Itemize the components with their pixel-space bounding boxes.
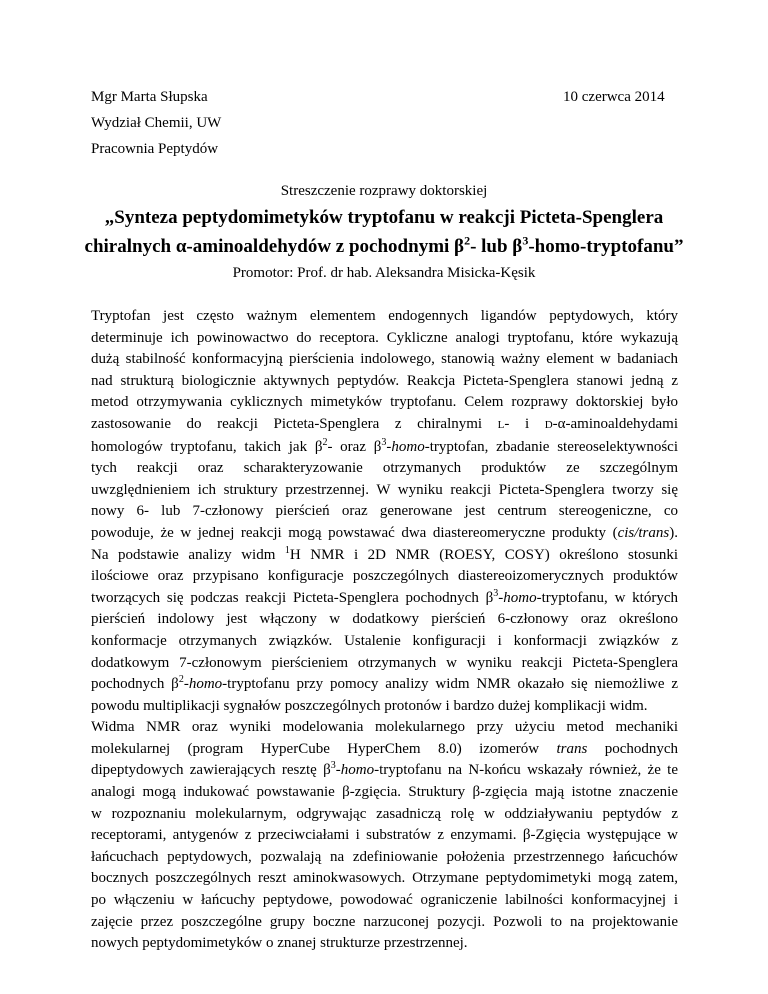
abstract-line: bocznych poszczególnych reszt aminokwasowych. Otrzymane peptydomimetyki mogą zatem, (91, 870, 678, 887)
superscript: 1 (284, 544, 290, 556)
abstract-text: -tryptofanu na N-końcu wskazały również, że te (374, 762, 678, 779)
abstract-text: homologów tryptofanu, takich jak β (91, 438, 323, 455)
abstract-line: po włączeniu w łańcuchy peptydowe, powodować ograniczenie labilności konformacyjnej i (91, 892, 678, 909)
abstract-text: molekularnej (program HyperCube HyperChem 8.0) izomerów (91, 740, 540, 757)
superscript: 3 (330, 760, 336, 772)
abstract-line: dodatkowym 7-członowym pierścieniem otrzymanych w wyniku reakcji Picteta-Spenglera (91, 654, 678, 671)
title-text-c: -homo-tryptofanu” (528, 236, 684, 257)
title-text-b: - lub β (470, 236, 523, 257)
abstract-line (91, 545, 678, 567)
abstract-text: ). (669, 524, 678, 541)
abstract-text: - i (504, 415, 530, 432)
lab-name: Pracownia Peptydów (91, 141, 219, 157)
abstract-line (91, 437, 678, 459)
superscript: 3 (493, 587, 499, 599)
document-date: 10 czerwca 2014 (563, 89, 665, 105)
abstract-line: pierścień indolowy jest włączony w dodatkowy pierścień 6-członowy oraz określono (91, 611, 678, 628)
abstract-line (91, 588, 678, 610)
abstract-text: - (335, 762, 341, 779)
department-name: Wydział Chemii, UW (91, 115, 222, 131)
abstract-text: -tryptofanu przy pomocy analizy widm NMR okazało się niemożliwe z (222, 676, 679, 693)
document-subtitle: Streszczenie rozprawy doktorskiej (280, 183, 488, 199)
abstract-line: konformacje otrzymanych związków. Ustalenie konfiguracji i konformacji związków z (91, 632, 678, 649)
abstract-text: -α-aminoaldehydami (552, 415, 678, 432)
italic-text: homo (340, 762, 375, 779)
italic-text: trans (556, 740, 588, 757)
abstract-text: Na podstawie analizy widm (91, 546, 276, 563)
abstract-text: H NMR i 2D NMR (ROESY, COSY) określono stosunki (289, 546, 679, 563)
abstract-line: uwzględnieniem ich struktury przestrzennej. W wyniku reakcji Picteta-Spenglera tworzy się (91, 481, 678, 498)
superscript: 2 (322, 436, 328, 448)
abstract-line: dużą stabilność konformacyjną pierścienia indolowego, stanowią ważny element w badaniach (91, 351, 678, 368)
abstract-line: zajęcie przez poszczególne grupy boczne narzuconej pozycji. Pozwoli to na projektowanie (91, 913, 678, 930)
abstract-line: łańcuchach peptydowych, pozwalają na zdefiniowanie położenia przestrzennego łańcuchów (91, 848, 678, 865)
abstract-line: powodu multiplikacji sygnałów poszczególnych protonów i bardzo dużej komplikacji widm. (91, 697, 648, 714)
abstract-line: nowy 6- lub 7-członowy pierścień oraz generowane jest centrum stereogeniczne, co (91, 503, 678, 520)
abstract-line (91, 414, 678, 437)
abstract-text: pochodnych (604, 740, 679, 757)
small-caps-letter: D (544, 418, 553, 431)
abstract-text: dipeptydowych zawierających resztę β (91, 762, 331, 779)
abstract-text: zastosowanie do reakcji Picteta-Spenglera z chiralnymi (91, 415, 483, 432)
abstract-text: -tryptofan, zbadanie stereoselektywności (424, 438, 678, 455)
superscript: 3 (381, 436, 387, 448)
small-caps-letter: L (497, 418, 505, 431)
promotor-line: Promotor: Prof. dr hab. Aleksandra Misicka-Kęsik (232, 265, 536, 281)
title-text-a: chiralnych α-aminoaldehydów z pochodnymi β (84, 236, 465, 257)
abstract-line: w rozpoznaniu molekularnym, odgrywając zasadniczą rolę w oddziaływaniu peptydów z (91, 805, 678, 822)
abstract-line: nad strukturą biologicznie aktywnych peptydów. Reakcja Picteta-Spenglera stanowi jedną z (91, 372, 678, 389)
abstract-line: determinuje ich powinowactwo do receptora. Cykliczne analogi tryptofanu, które wykazują (91, 329, 678, 346)
abstract-text: - (498, 589, 504, 606)
author-name: Mgr Marta Słupska (91, 89, 208, 105)
title-line-1: „Synteza peptydomimetyków tryptofanu w reakcji Picteta-Spenglera (104, 207, 664, 228)
abstract-text: -tryptofanu, w których (536, 589, 678, 606)
italic-text: homo (188, 676, 223, 693)
abstract-line (91, 739, 678, 761)
abstract-line: ilościowe oraz przypisano konfiguracje poszczególnych diastereoizomerycznych produktów (91, 568, 678, 585)
abstract-text: powoduje, że w jednej reakcji mogą powstawać dwa diastereomeryczne produkty ( (91, 524, 618, 541)
title-superscript-1: 2 (464, 233, 471, 248)
abstract-line (91, 760, 678, 782)
abstract-text: - (183, 676, 189, 693)
abstract-line: metod otrzymywania cyklicznych mimetyków tryptofanu. Celem rozprawy doktorskiej było (91, 394, 678, 411)
italic-text: cis/trans (617, 524, 670, 541)
abstract-text: - oraz β (327, 438, 382, 455)
title-superscript-2: 3 (522, 233, 529, 248)
abstract-line (91, 674, 678, 696)
superscript: 2 (178, 674, 184, 686)
abstract-line: Tryptofan jest często ważnym elementem endogennych ligandów peptydowych, który (91, 308, 678, 324)
abstract-line: tych reakcji oraz scharakteryzowanie otrzymanych produktów ze szczególnym (91, 460, 678, 477)
abstract-line: analogi mogą indukować powstawanie β-zgięcia. Struktury β-zgięcia mają istotne znaczenie (91, 784, 678, 801)
abstract-text: pochodnych β (91, 676, 179, 693)
title-line-2 (60, 235, 708, 259)
abstract-line: Widma NMR oraz wyniki modelowania molekularnego przy użyciu metod mechaniki (91, 719, 678, 736)
abstract-text: - (386, 438, 392, 455)
italic-text: homo (503, 589, 537, 606)
abstract-line (91, 523, 678, 545)
abstract-text: tworzących się podczas reakcji Picteta-Spenglera pochodnych β (91, 589, 494, 606)
italic-text: homo (391, 438, 425, 455)
abstract-line: nowych peptydomimetyków o znanej strukturze przestrzennej. (91, 935, 468, 952)
abstract-body (91, 306, 678, 955)
abstract-line: receptorami, antygenów z przeciwciałami i substratów z enzymami. β-Zgięcia występujące w (91, 827, 678, 844)
